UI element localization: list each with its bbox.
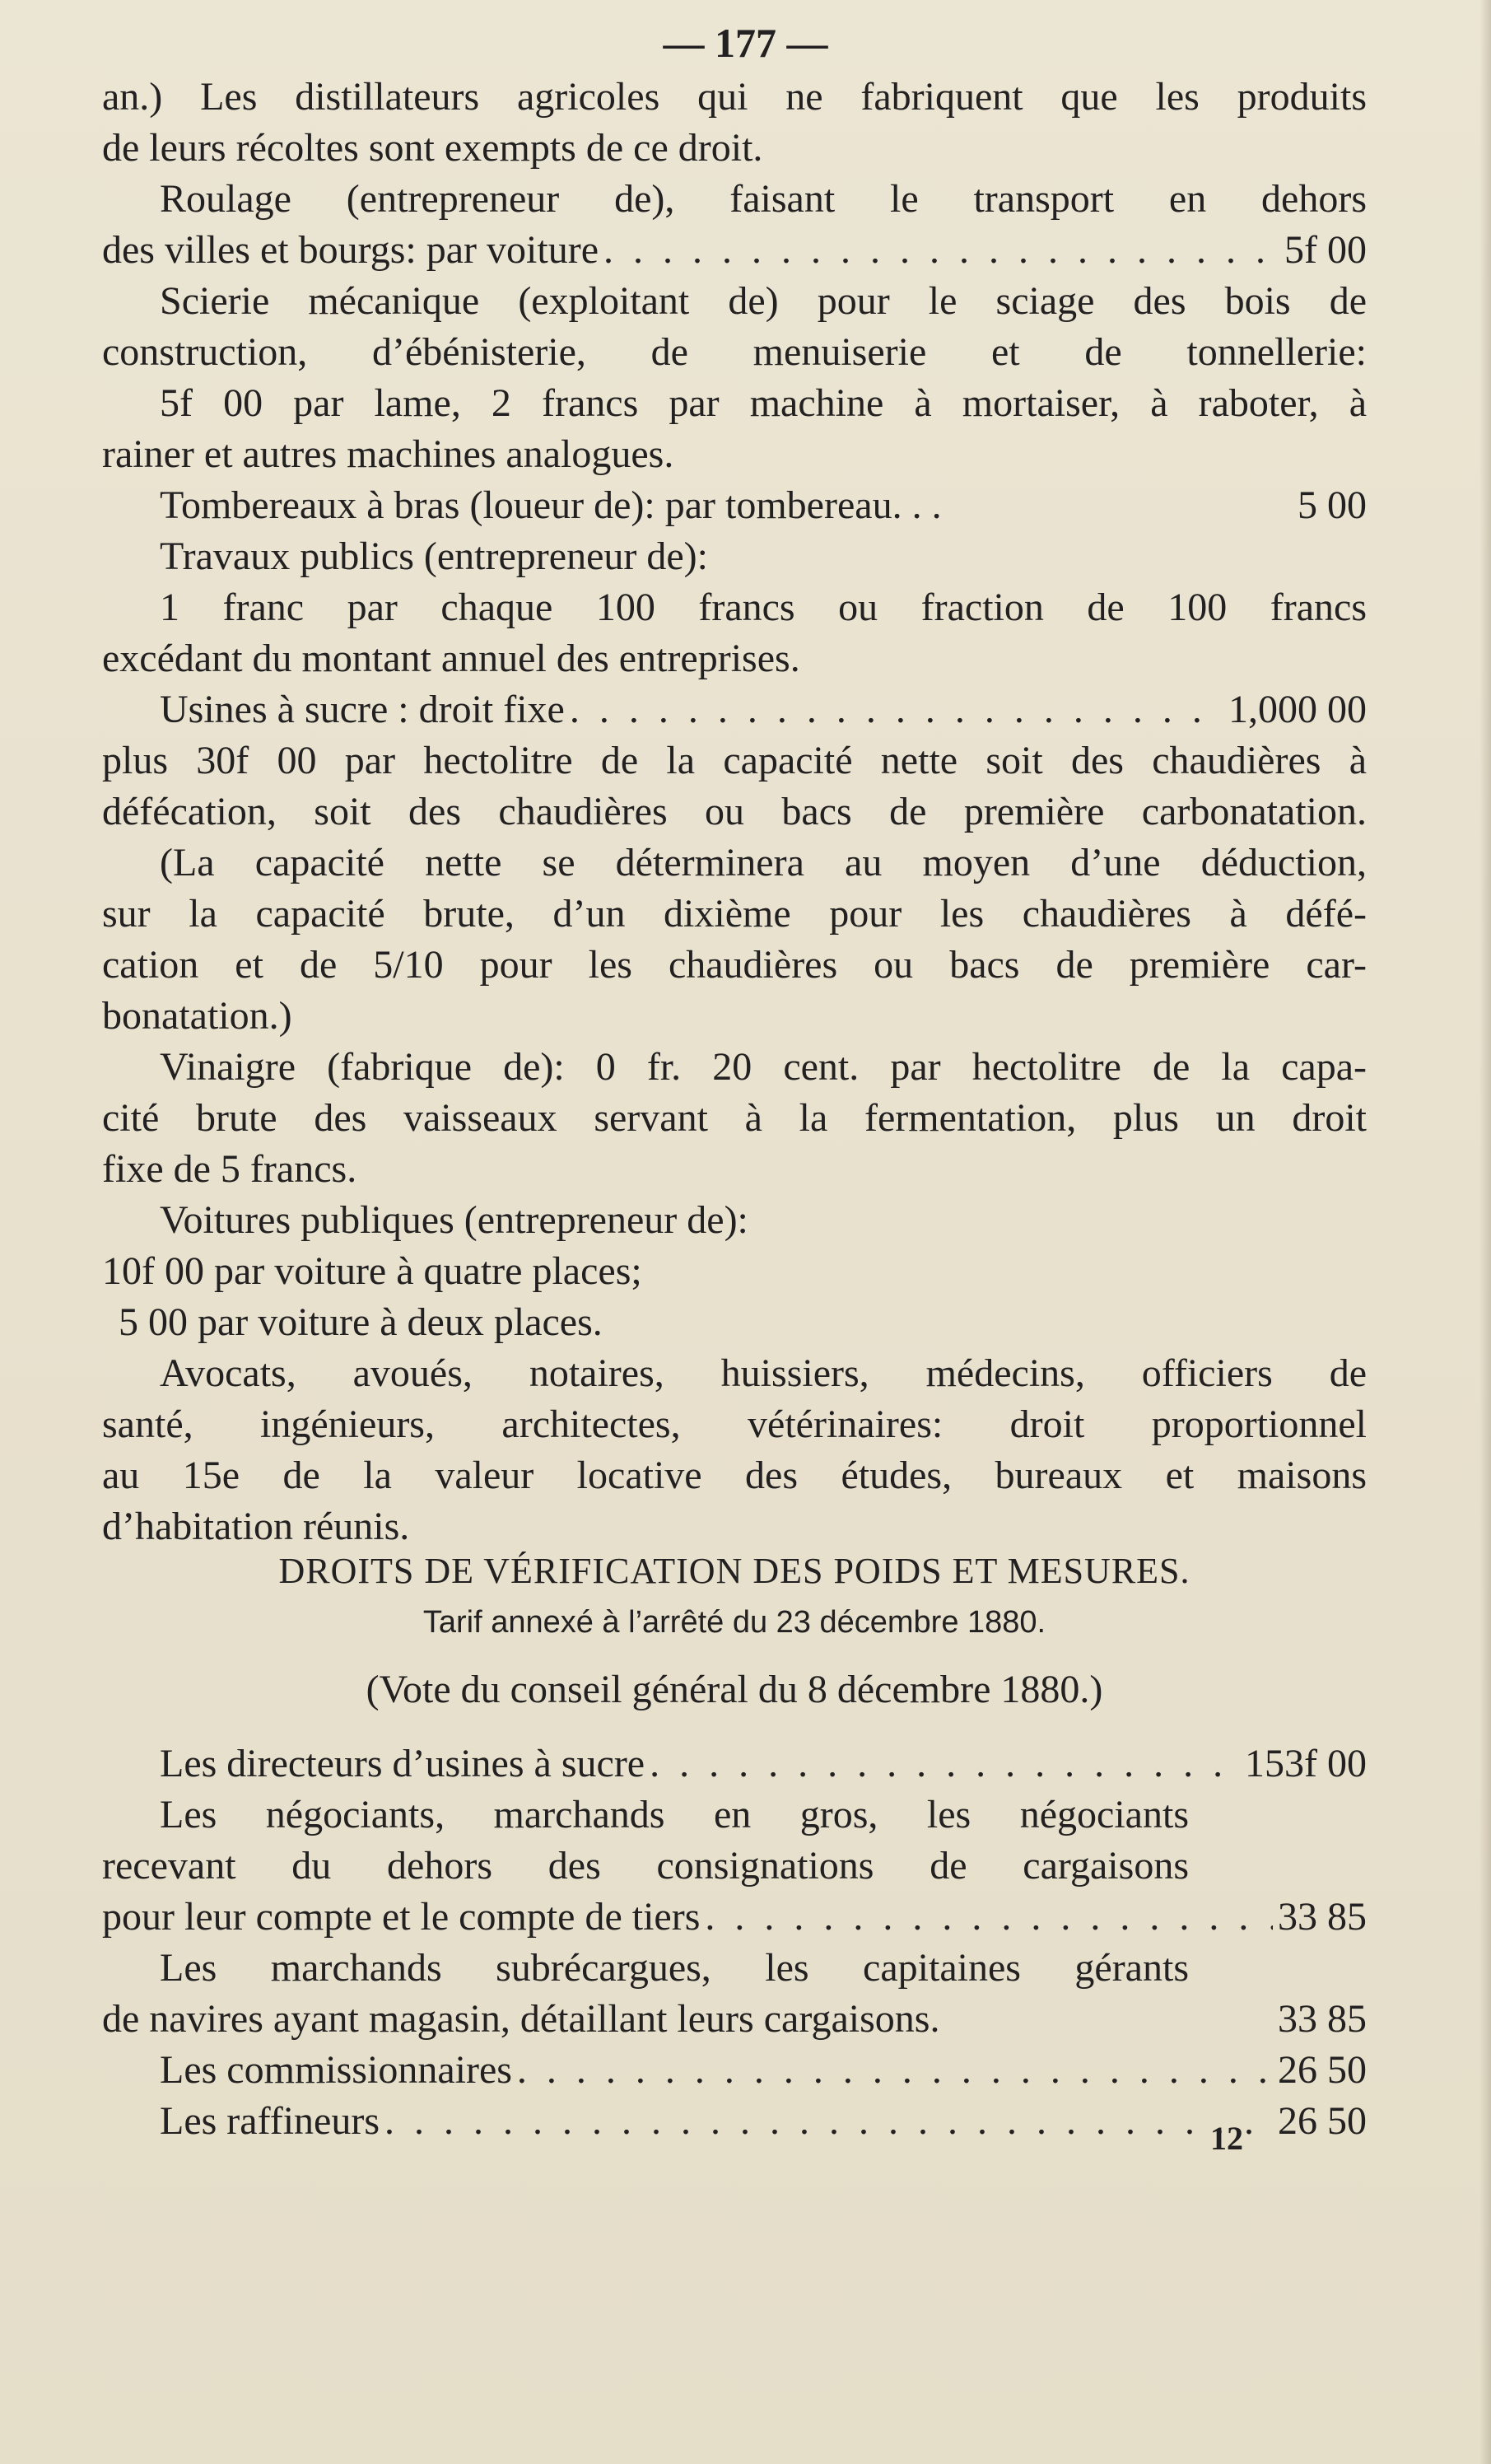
tariff-amount: 5f 00 [1284, 228, 1367, 272]
tariff-label: Tombereaux à bras (loueur de): par tombereau. . . [160, 483, 942, 527]
text-line: de leurs récoltes sont exempts de ce droit. [102, 126, 763, 170]
text-line: rainer et autres machines analogues. [102, 432, 674, 476]
tariff-line [102, 226, 1367, 275]
text-line: 5 00 par voiture à deux places. [119, 1300, 603, 1344]
leader-dots [517, 2046, 1273, 2095]
printer-signature-mark: 12 [1210, 2120, 1243, 2157]
leader-dots [705, 1892, 1273, 1942]
tariff-line [102, 2046, 1367, 2095]
text-line: Les négociants, marchands en gros, les négociants [160, 1793, 1189, 1836]
text-line: 10f 00 par voiture à quatre places; [102, 1249, 642, 1293]
tariff-amount: 26 50 [1278, 2048, 1367, 2092]
leader-dots [570, 685, 1223, 735]
text-line: fixe de 5 francs. [102, 1147, 357, 1191]
text-line: (La capacité nette se déterminera au moyen d’une déduction, [160, 841, 1367, 884]
text-line: Vinaigre (fabrique de): 0 fr. 20 cent. par hectolitre de la capa- [160, 1045, 1367, 1089]
tariff-line [102, 1995, 1367, 2044]
page-number: — 177 — [663, 20, 828, 66]
tariff-label: de navires ayant magasin, détaillant leurs cargaisons. [102, 1997, 940, 2041]
text-line: Travaux publics (entrepreneur de): [160, 534, 708, 578]
tariff-label: Les raffineurs [160, 2099, 380, 2143]
section-subheading: Tarif annexé à l’arrêté du 23 décembre 1880. [422, 1605, 1046, 1640]
tariff-label: Usines à sucre : droit fixe [160, 688, 565, 731]
text-line: Avocats, avoués, notaires, huissiers, médecins, officiers de [160, 1351, 1367, 1395]
text-line: 1 franc par chaque 100 francs ou fraction de 100 francs [160, 586, 1367, 629]
text-line: Les marchands subrécargues, les capitaines gérants [160, 1946, 1189, 1990]
tariff-amount: 33 85 [1278, 1895, 1367, 1939]
text-line: construction, d’ébénisterie, de menuiserie et de tonnellerie: [102, 330, 1367, 374]
tariff-amount: 1,000 00 [1228, 688, 1367, 731]
text-line: Voitures publiques (entrepreneur de): [160, 1198, 748, 1242]
text-line: Scierie mécanique (exploitant de) pour le sciage des bois de [160, 279, 1367, 323]
tariff-line [102, 1739, 1367, 1789]
tariff-amount: 26 50 [1278, 2099, 1367, 2143]
text-line: bonatation.) [102, 994, 292, 1038]
text-line: cité brute des vaisseaux servant à la fermentation, plus un droit [102, 1096, 1367, 1140]
text-line: 5f 00 par lame, 2 francs par machine à mortaiser, à raboter, à [160, 381, 1367, 425]
text-line: défécation, soit des chaudières ou bacs de première carbonatation. [102, 790, 1367, 833]
text-line: sur la capacité brute, d’un dixième pour les chaudières à défé- [102, 892, 1367, 936]
tariff-amount: 5 00 [1298, 483, 1367, 527]
tariff-label: Les directeurs d’usines à sucre [160, 1742, 645, 1785]
leader-dots [384, 2097, 1273, 2146]
text-line: santé, ingénieurs, architectes, vétérinaires: droit proportionnel [102, 1402, 1367, 1446]
text-line: au 15e de la valeur locative des études, bureaux et maisons [102, 1454, 1367, 1497]
page-edge-shadow [1479, 0, 1491, 2464]
text-line: an.) Les distillateurs agricoles qui ne fabriquent que les produits [102, 75, 1367, 119]
tariff-label: pour leur compte et le compte de tiers [102, 1895, 701, 1939]
tariff-label: des villes et bourgs: par voiture [102, 228, 599, 272]
text-line: recevant du dehors des consignations de cargaisons [102, 1844, 1189, 1888]
tariff-label: Les commissionnaires [160, 2048, 512, 2092]
tariff-line [102, 481, 1367, 530]
text-line: excédant du montant annuel des entreprises. [102, 637, 800, 680]
leader-dots [650, 1739, 1240, 1789]
tariff-line [102, 685, 1367, 735]
tariff-line [102, 2097, 1367, 2146]
text-line: cation et de 5/10 pour les chaudières ou bacs de première car- [102, 943, 1367, 987]
text-line: Roulage (entrepreneur de), faisant le transport en dehors [160, 177, 1367, 221]
tariff-line [102, 1892, 1367, 1942]
text-line: d’habitation réunis. [102, 1505, 410, 1548]
text-line: plus 30f 00 par hectolitre de la capacité nette soit des chaudières à [102, 739, 1367, 782]
section-vote-note: (Vote du conseil général du 8 décembre 1880.) [366, 1668, 1103, 1711]
section-heading: DROITS DE VÉRIFICATION DES POIDS ET MESURES. [278, 1551, 1190, 1591]
tariff-amount: 153f 00 [1245, 1742, 1367, 1785]
leader-dots [603, 226, 1279, 275]
tariff-amount: 33 85 [1278, 1997, 1367, 2041]
